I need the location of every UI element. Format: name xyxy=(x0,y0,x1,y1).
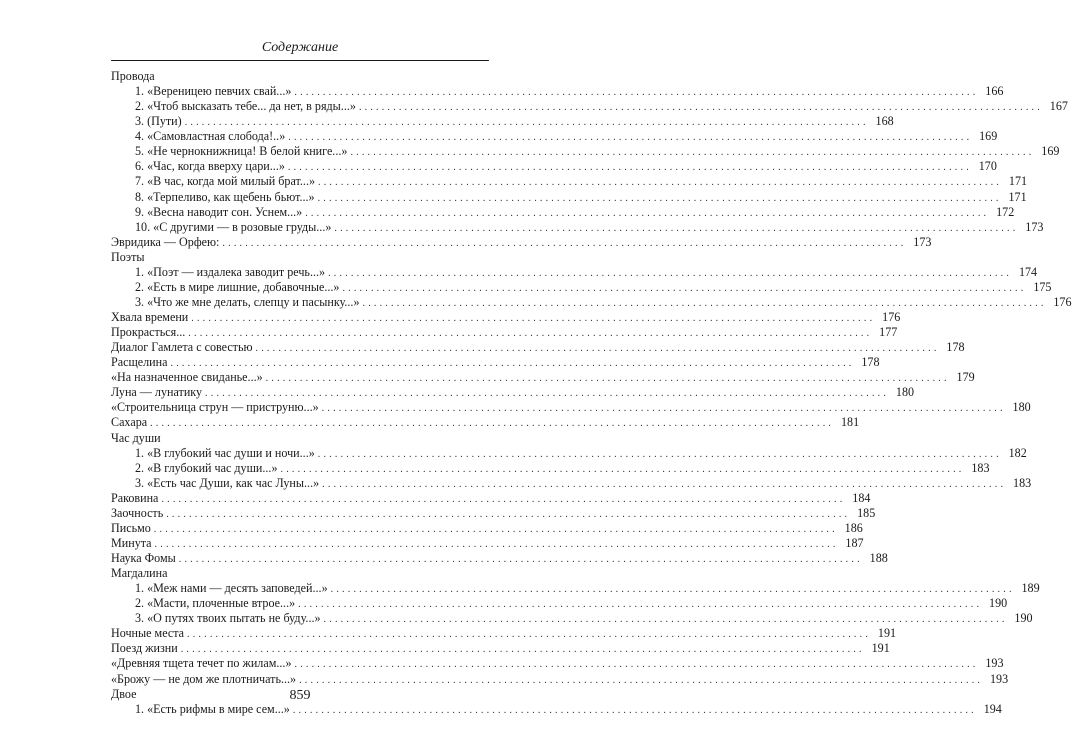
toc-entry-page: 191 xyxy=(877,626,897,641)
toc-entry xyxy=(111,551,888,566)
toc-entry-page: 183 xyxy=(971,460,990,475)
toc-entry-title: 2. «В глубокий час души...» xyxy=(135,460,278,475)
dot-leader: ........................................................................................................................ xyxy=(184,117,869,129)
toc-entry-page: 176 xyxy=(1053,294,1072,309)
toc-entry-title: Поезд жизни xyxy=(111,641,178,656)
toc-entry-title: 3. «Есть час Души, как час Луны...» xyxy=(135,475,320,490)
dot-leader: ........................................................................................................................ xyxy=(350,147,1035,159)
toc-entry xyxy=(111,99,1068,114)
toc-entry-title: 4. «Самовластная слобода!..» xyxy=(135,129,286,144)
toc-entry-page: 171 xyxy=(1008,189,1027,204)
page-number: 859 xyxy=(289,688,311,703)
toc-entry-title: 2. «Есть в мире лишние, добавочные...» xyxy=(135,279,340,294)
toc-entry-title: Письмо xyxy=(111,520,151,535)
dot-leader: ........................................................................................................................ xyxy=(330,584,1015,596)
toc-entry-title: 1. «В глубокий час души и ночи...» xyxy=(135,445,315,460)
dot-leader: ........................................................................................................................ xyxy=(280,463,965,475)
toc-entry xyxy=(111,264,1038,280)
toc-entry xyxy=(111,641,890,656)
toc-section-heading xyxy=(111,431,489,446)
toc-entry-page: 180 xyxy=(1012,400,1031,415)
toc-entry-title: Магдалина xyxy=(111,566,168,581)
dot-leader: ........................................................................................................................ xyxy=(334,222,1019,234)
dot-leader: ........................................................................................................................ xyxy=(222,237,907,249)
toc-entry-page: 174 xyxy=(1018,264,1038,279)
dot-leader: ........................................................................................................................ xyxy=(328,267,1013,279)
toc-entry-page: 178 xyxy=(861,355,880,370)
running-header: Содержание xyxy=(261,40,339,55)
dot-leader: ........................................................................................................................ xyxy=(321,403,1006,415)
toc-entry-title: 3. (Пути) xyxy=(135,114,182,129)
dot-leader: ........................................................................................................................ xyxy=(288,132,973,144)
toc-entry xyxy=(111,415,860,430)
toc-entry-page: 193 xyxy=(985,656,1004,671)
toc-entry xyxy=(111,144,1060,159)
toc-entry-title: Эвридика — Орфею: xyxy=(111,234,220,249)
dot-leader: ........................................................................................................................ xyxy=(292,704,977,716)
toc-entry-page: 186 xyxy=(844,520,863,535)
toc-entry-title: 10. «С другими — в розовые груды...» xyxy=(135,219,332,234)
dot-leader: ........................................................................................................................ xyxy=(298,599,983,611)
toc-entry-page: 170 xyxy=(978,159,997,174)
dot-leader: ........................................................................................................................ xyxy=(153,523,838,535)
dot-leader: ........................................................................................................................ xyxy=(294,659,979,671)
toc-entry-title: Час души xyxy=(111,430,161,445)
dot-leader: ........................................................................................................................ xyxy=(305,207,990,219)
toc-entry xyxy=(111,400,1031,415)
toc-entry-title: 9. «Весна наводит сон. Уснем...» xyxy=(135,204,303,219)
toc-entry-page: 181 xyxy=(840,415,860,430)
toc-entry xyxy=(111,84,1004,99)
toc-entry xyxy=(111,385,915,400)
toc-entry-title: «На назначенное свиданье...» xyxy=(111,370,263,385)
toc-entry-title: Ночные места xyxy=(111,626,185,641)
dot-leader: ........................................................................................................................ xyxy=(191,313,876,324)
toc-entry-title: 1. «Вереницею певчих свай...» xyxy=(135,84,292,99)
toc-entry xyxy=(111,505,876,521)
toc-section-heading xyxy=(111,566,489,581)
toc-entry xyxy=(111,234,932,250)
dot-leader: ........................................................................................................................ xyxy=(154,538,839,550)
dot-leader: ........................................................................................................................ xyxy=(358,102,1043,114)
toc-entry xyxy=(111,535,864,551)
toc-entry-page: 188 xyxy=(869,551,888,565)
toc-entry xyxy=(111,279,1052,295)
toc-entry-title: 7. «В час, когда мой милый брат...» xyxy=(135,174,316,189)
toc-entry-title: Провода xyxy=(111,69,155,83)
toc-entry-page: 172 xyxy=(996,204,1015,219)
toc-entry-title: «Древняя тщета течет по жилам...» xyxy=(111,656,292,671)
toc-section-heading xyxy=(111,69,489,84)
toc-entry xyxy=(111,445,1027,461)
toc-entry-title: Поэты xyxy=(111,249,145,264)
dot-leader: ........................................................................................................................ xyxy=(166,508,851,520)
toc-entry-title: Хвала времени xyxy=(111,310,189,324)
toc-entry-title: Луна — лунатику xyxy=(111,385,203,400)
toc-entry xyxy=(111,626,897,641)
toc-entry xyxy=(111,174,1028,189)
dot-leader: ........................................................................................................................ xyxy=(187,629,872,641)
toc-entry xyxy=(111,475,1032,491)
toc-entry-page: 167 xyxy=(1049,99,1068,114)
toc-entry xyxy=(111,189,1027,205)
toc-entry-page: 173 xyxy=(913,234,932,249)
toc-entry-title: Расщелина xyxy=(111,355,168,370)
dot-leader: ........................................................................................................................ xyxy=(188,328,873,340)
toc-entry-page: 168 xyxy=(875,114,894,129)
toc-entry-page: 173 xyxy=(1025,219,1044,234)
dot-leader: ........................................................................................................................ xyxy=(299,674,984,686)
dot-leader: ........................................................................................................................ xyxy=(161,493,846,505)
dot-leader: ........................................................................................................................ xyxy=(317,192,1002,204)
toc-entry-title: 5. «Не чернокнижница! В белой книге...» xyxy=(135,144,348,159)
toc-entry xyxy=(111,340,965,355)
toc-entry xyxy=(111,204,1015,220)
toc-entry-page: 176 xyxy=(882,310,901,324)
toc-entry-page: 185 xyxy=(857,505,876,520)
toc-entry-title: Наука Фомы xyxy=(111,551,176,565)
toc-entry xyxy=(111,520,863,536)
toc-entry-page: 171 xyxy=(1008,174,1028,189)
dot-leader: ........................................................................................................................ xyxy=(255,343,940,355)
toc-entry xyxy=(111,219,1044,235)
toc-entry-page: 187 xyxy=(845,535,864,550)
toc-entry-title: Диалог Гамлета с совестью xyxy=(111,340,253,355)
toc-entry xyxy=(111,656,1004,671)
toc-entry-title: Сахара xyxy=(111,415,148,430)
dot-leader: ........................................................................................................................ xyxy=(342,282,1027,294)
toc-entry xyxy=(111,490,871,506)
toc-entry xyxy=(111,596,1008,611)
toc-entry-page: 193 xyxy=(989,671,1009,686)
toc-entry-page: 179 xyxy=(956,370,975,385)
dot-leader: ........................................................................................................................ xyxy=(205,388,890,400)
toc-section-heading xyxy=(111,250,489,265)
toc-entry xyxy=(111,129,998,144)
toc-entry xyxy=(111,460,990,476)
dot-leader: ........................................................................................................................ xyxy=(180,644,865,656)
toc-entry-page: 177 xyxy=(879,325,898,340)
toc-entry-title: 8. «Терпеливо, как щебень бьют...» xyxy=(135,189,315,204)
toc-entry-page: 180 xyxy=(895,385,915,400)
toc-entry-page: 191 xyxy=(871,641,890,656)
toc-entry-page: 169 xyxy=(1041,144,1060,159)
dot-leader: ........................................................................................................................ xyxy=(323,614,1008,626)
toc-entry-page: 190 xyxy=(1014,611,1033,626)
toc-entry-page: 189 xyxy=(1021,581,1040,596)
toc-entry xyxy=(111,114,894,129)
toc-entry-page: 190 xyxy=(989,596,1008,611)
dot-leader: ........................................................................................................................ xyxy=(150,418,835,430)
toc-entry-page: 182 xyxy=(1008,445,1027,460)
dot-leader: ........................................................................................................................ xyxy=(322,478,1007,490)
toc-entry xyxy=(111,294,1072,310)
dot-leader: ........................................................................................................................ xyxy=(318,177,1003,189)
toc-entry-title: 2. «Масти, плоченные втрое...» xyxy=(135,596,296,611)
toc-entry-page: 178 xyxy=(946,340,965,355)
toc-entry-title: 1. «Поэт — издалека заводит речь...» xyxy=(135,264,326,279)
table-of-contents xyxy=(111,69,1072,717)
toc-entry-page: 166 xyxy=(985,84,1004,99)
toc-entry-title: Прокрасться... xyxy=(111,325,186,340)
toc-entry-page: 184 xyxy=(852,490,871,505)
toc-entry-title: Заочность xyxy=(111,505,164,520)
toc-entry xyxy=(111,611,1033,626)
toc-entry-page: 194 xyxy=(983,701,1002,716)
toc-entry-title: «Брожу — не дом же плотничать...» xyxy=(111,671,297,686)
header-rule xyxy=(111,60,489,61)
dot-leader: ........................................................................................................................ xyxy=(362,297,1047,309)
dot-leader: ........................................................................................................................ xyxy=(317,448,1002,460)
toc-entry-title: 1. «Меж нами — десять заповедей...» xyxy=(135,581,328,596)
toc-entry-page: 183 xyxy=(1013,475,1032,490)
toc-entry xyxy=(111,355,880,370)
toc-entry xyxy=(111,325,898,340)
toc-entry xyxy=(111,159,997,174)
toc-entry-title: Минута xyxy=(111,535,152,550)
toc-entry-page: 169 xyxy=(979,129,998,144)
toc-entry-title: 6. «Час, когда вверху цари...» xyxy=(135,159,285,174)
dot-leader: ........................................................................................................................ xyxy=(294,87,979,99)
toc-entry xyxy=(111,671,1009,687)
toc-entry xyxy=(111,370,975,385)
toc-entry-title: 1. «Есть рифмы в мире сем...» xyxy=(135,701,290,716)
toc-entry-title: Двое xyxy=(111,686,137,701)
toc-entry-title: 3. «Что же мне делать, слепцу и пасынку...» xyxy=(135,294,360,309)
dot-leader: ........................................................................................................................ xyxy=(265,373,950,385)
toc-entry xyxy=(111,310,901,325)
dot-leader: ........................................................................................................................ xyxy=(178,554,863,565)
toc-entry xyxy=(111,581,1040,596)
toc-entry-title: Раковина xyxy=(111,490,159,505)
dot-leader: ........................................................................................................................ xyxy=(170,358,855,370)
toc-entry-page: 175 xyxy=(1033,279,1052,294)
dot-leader: ........................................................................................................................ xyxy=(287,162,972,174)
toc-entry-title: «Строительница струн — приструню...» xyxy=(111,400,319,415)
toc-entry-title: 3. «О путях твоих пытать не буду...» xyxy=(135,611,321,626)
toc-entry-title: 2. «Чтоб высказать тебе... да нет, в ряды...» xyxy=(135,99,356,114)
